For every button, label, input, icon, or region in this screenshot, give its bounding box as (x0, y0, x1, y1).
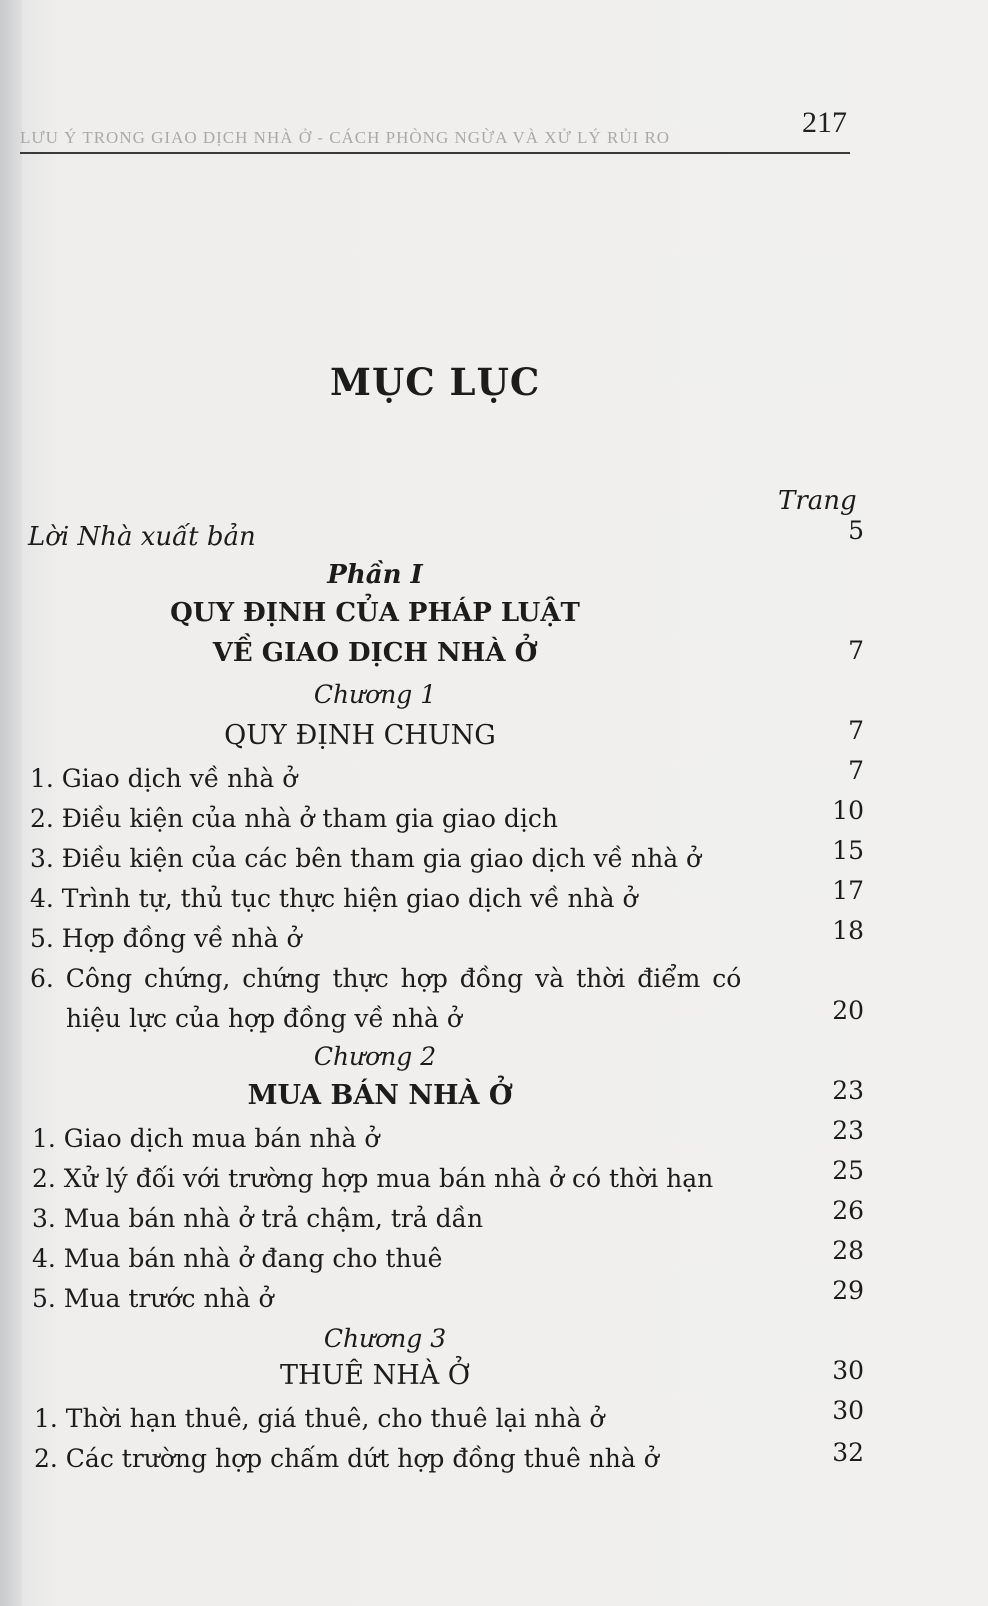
toc-title: MỤC LỤC (330, 360, 541, 404)
toc-page-chapter2: 23 (832, 1076, 864, 1105)
toc-entry-preface: Lời Nhà xuất bản (28, 522, 256, 552)
toc-page-chapter3: 30 (832, 1356, 864, 1385)
toc-item-page: 10 (832, 796, 864, 825)
chapter3-label: Chương 3 (323, 1324, 447, 1353)
chapter1-title: QUY ĐỊNH CHUNG (224, 720, 496, 751)
toc-page-part1: 7 (848, 636, 864, 665)
toc-item-page: 18 (832, 916, 864, 945)
toc-item-continuation: hiệu lực của hợp đồng về nhà ở (66, 1004, 462, 1033)
toc-item-page: 25 (832, 1156, 864, 1185)
page-number: 217 (802, 106, 847, 139)
toc-item-page: 17 (832, 876, 864, 905)
toc-item: 2. Các trường hợp chấm dứt hợp đồng thuê nhà ở (34, 1444, 659, 1473)
toc-item: 1. Thời hạn thuê, giá thuê, cho thuê lại nhà ở (34, 1404, 605, 1433)
toc-item: 5. Hợp đồng về nhà ở (30, 924, 302, 953)
book-spine-shadow (0, 0, 22, 1606)
page-column-label: Trang (778, 486, 857, 516)
toc-item: 6. Công chứng, chứng thực hợp đồng và thời điểm có (30, 964, 742, 993)
toc-item: 2. Điều kiện của nhà ở tham gia giao dịch (30, 804, 558, 833)
toc-item-page: 28 (832, 1236, 864, 1265)
toc-item-page: 30 (832, 1396, 864, 1425)
part-label: Phần I (327, 560, 423, 590)
header-rule (20, 152, 850, 154)
toc-item-page: 23 (832, 1116, 864, 1145)
toc-item: 3. Mua bán nhà ở trả chậm, trả dần (32, 1204, 484, 1233)
chapter3-title: THUÊ NHÀ Ở (280, 1360, 470, 1391)
toc-page-chapter1: 7 (848, 716, 864, 745)
toc-item-page: 20 (832, 996, 864, 1025)
toc-item: 4. Trình tự, thủ tục thực hiện giao dịch về nhà ở (30, 884, 638, 913)
toc-item: 5. Mua trước nhà ở (32, 1284, 274, 1313)
toc-item-page: 7 (848, 756, 864, 785)
running-head: LƯU Ý TRONG GIAO DỊCH NHÀ Ở - CÁCH PHÒNG NGỪA VÀ XỬ LÝ RỦI RO (20, 128, 671, 147)
toc-item-page: 15 (832, 836, 864, 865)
toc-page-preface: 5 (848, 516, 864, 545)
chapter2-title: MUA BÁN NHÀ Ở (247, 1080, 513, 1111)
toc-item: 3. Điều kiện của các bên tham gia giao dịch về nhà ở (30, 844, 702, 873)
toc-item: 1. Giao dịch về nhà ở (30, 764, 298, 793)
toc-item-page: 26 (832, 1196, 864, 1225)
chapter1-label: Chương 1 (313, 680, 437, 709)
toc-item-page: 32 (832, 1438, 864, 1467)
toc-item: 4. Mua bán nhà ở đang cho thuê (32, 1244, 443, 1273)
toc-item: 1. Giao dịch mua bán nhà ở (32, 1124, 380, 1153)
toc-item: 2. Xử lý đối với trường hợp mua bán nhà ở có thời hạn (32, 1164, 714, 1193)
part-title-line2: VỀ GIAO DỊCH NHÀ Ở (212, 638, 538, 668)
toc-item-page: 29 (832, 1276, 864, 1305)
chapter2-label: Chương 2 (313, 1042, 437, 1071)
part-title-line1: QUY ĐỊNH CỦA PHÁP LUẬT (170, 598, 580, 628)
